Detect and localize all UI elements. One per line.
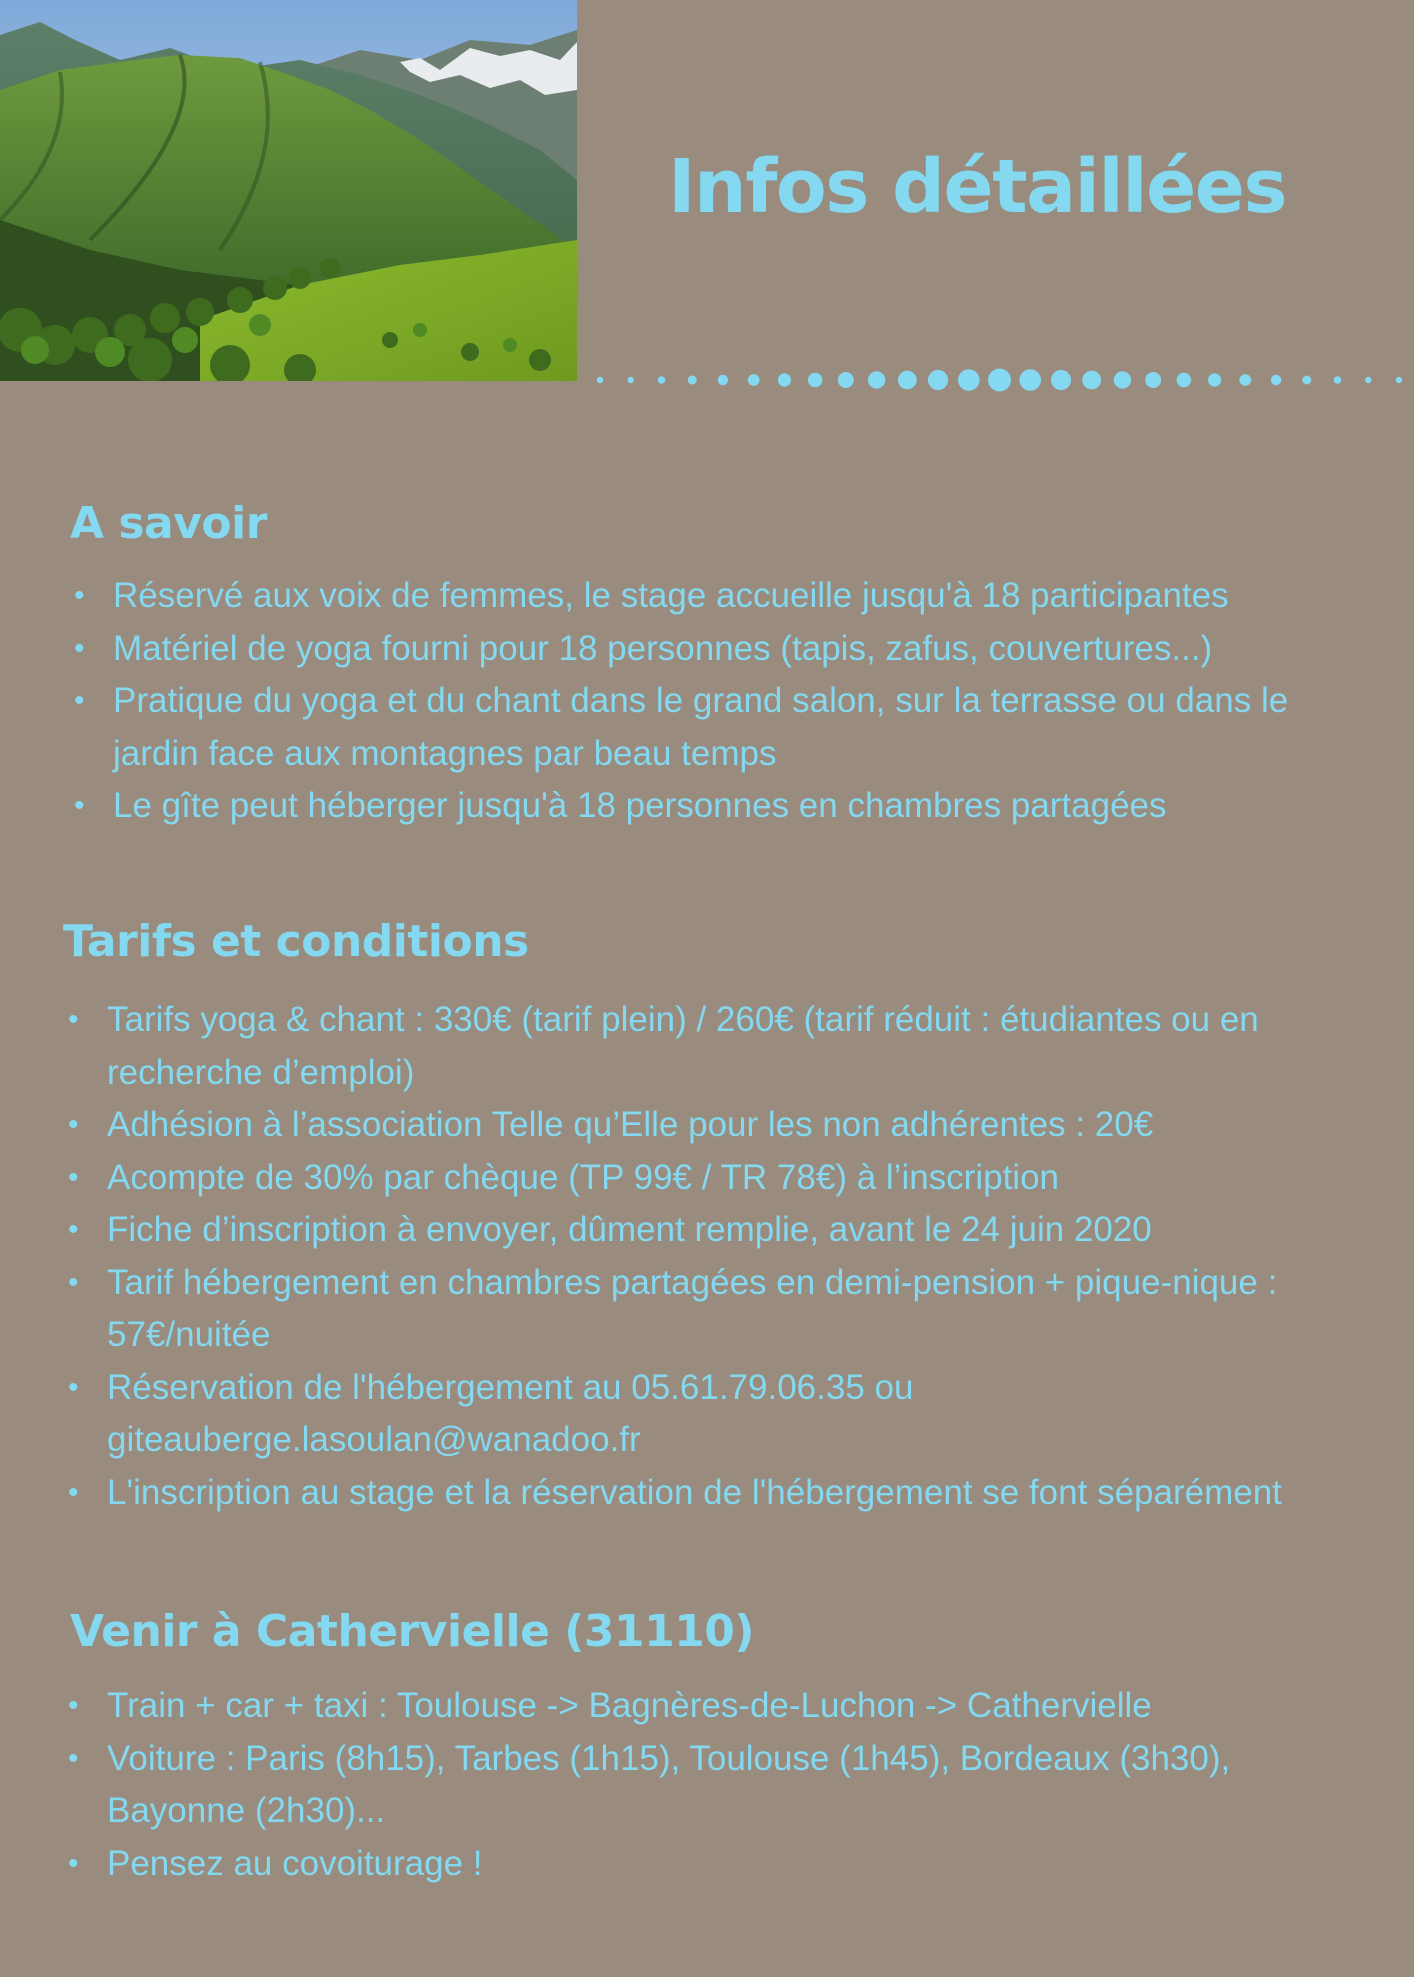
page-title: Infos détaillées [668, 144, 1287, 230]
divider-dot [597, 377, 603, 383]
bullet-icon: • [68, 1370, 79, 1404]
divider-dot [1239, 374, 1251, 386]
bullet-icon: • [68, 1689, 79, 1722]
divider-dot [1177, 373, 1192, 388]
list-item: • Acompte de 30% par chèque (TP 99€ / TR 78€) à l’inscription [107, 1152, 1377, 1205]
list-item: • Matériel de yoga fourni pour 18 personnes (tapis, zafus, couvertures...) [113, 623, 1373, 676]
divider-dot [928, 370, 948, 390]
divider-dot [1208, 373, 1221, 386]
divider-dot [988, 369, 1011, 392]
bullet-icon: • [74, 579, 85, 612]
divider-dot [1271, 375, 1281, 385]
divider-dot [1051, 370, 1071, 390]
section-heading: A savoir [70, 498, 267, 549]
list-item: • Adhésion à l’association Telle qu’Elle pour les non adhérentes : 20€ [107, 1099, 1377, 1152]
list-item: • Tarif hébergement en chambres partagées en demi-pension + pique-nique : 57€/nuitée [107, 1257, 1377, 1362]
list-item: • Fiche d’inscription à envoyer, dûment remplie, avant le 24 juin 2020 [107, 1204, 1377, 1257]
divider-dot [808, 373, 823, 388]
divider-dot [718, 375, 728, 385]
list-item: • L'inscription au stage et la réservation de l'hébergement se font séparément [107, 1467, 1377, 1520]
bullet-icon: • [68, 1846, 79, 1880]
divider-dot [898, 371, 917, 390]
divider-dot [1302, 376, 1311, 385]
bullet-icon: • [68, 1475, 79, 1509]
list-item: • Réservation de l'hébergement au 05.61.79.06.35 ou giteauberge.lasoulan@wanadoo.fr [107, 1362, 1377, 1467]
divider-dot [778, 373, 791, 386]
list-item: • Train + car + taxi : Toulouse -> Bagnères-de-Luchon -> Cathervielle [107, 1680, 1377, 1733]
list-item: • Pensez au covoiturage ! [107, 1838, 1377, 1891]
list-item: • Tarifs yoga & chant : 330€ (tarif plein) / 260€ (tarif réduit : étudiantes ou en recherche d’emploi) [107, 994, 1377, 1099]
list-item: • Voiture : Paris (8h15), Tarbes (1h15), Toulouse (1h45), Bordeaux (3h30), Bayonne (2h30)... [107, 1733, 1377, 1838]
section-heading: Tarifs et conditions [63, 916, 529, 967]
divider-dot [1334, 376, 1342, 384]
dotted-divider [585, 362, 1414, 398]
info-list [68, 1680, 1377, 1890]
bullet-icon: • [68, 1741, 79, 1775]
divider-dot [1114, 371, 1131, 388]
bullet-icon: • [68, 1160, 79, 1194]
divider-dot [1019, 369, 1041, 391]
bullet-icon: • [68, 1265, 79, 1299]
bullet-icon: • [74, 631, 85, 665]
list-item: • Le gîte peut héberger jusqu'à 18 personnes en chambres partagées [113, 780, 1373, 833]
info-list [74, 570, 1373, 833]
section-heading: Venir à Cathervielle (31110) [70, 1606, 755, 1657]
info-list [68, 994, 1377, 1519]
bullet-icon: • [74, 789, 85, 822]
list-item: • Pratique du yoga et du chant dans le grand salon, sur la terrasse ou dans le jardin face aux montagnes par beau temps [113, 675, 1373, 780]
divider-dot [1145, 372, 1161, 388]
divider-dot [958, 369, 980, 391]
divider-dot [1365, 377, 1371, 383]
divider-dot [838, 372, 854, 388]
divider-dot [658, 376, 666, 384]
divider-dot [688, 376, 697, 385]
bullet-icon: • [74, 684, 85, 717]
divider-dot [1082, 371, 1101, 390]
divider-dot [628, 377, 634, 383]
bullet-icon: • [68, 1108, 79, 1141]
divider-dot [1396, 377, 1402, 383]
bullet-icon: • [68, 1003, 79, 1036]
divider-dot [868, 371, 885, 388]
mountain-landscape-photo [0, 0, 577, 381]
bullet-icon: • [68, 1213, 79, 1246]
list-item: • Réservé aux voix de femmes, le stage accueille jusqu'à 18 participantes [113, 570, 1373, 623]
divider-dot [748, 374, 760, 386]
